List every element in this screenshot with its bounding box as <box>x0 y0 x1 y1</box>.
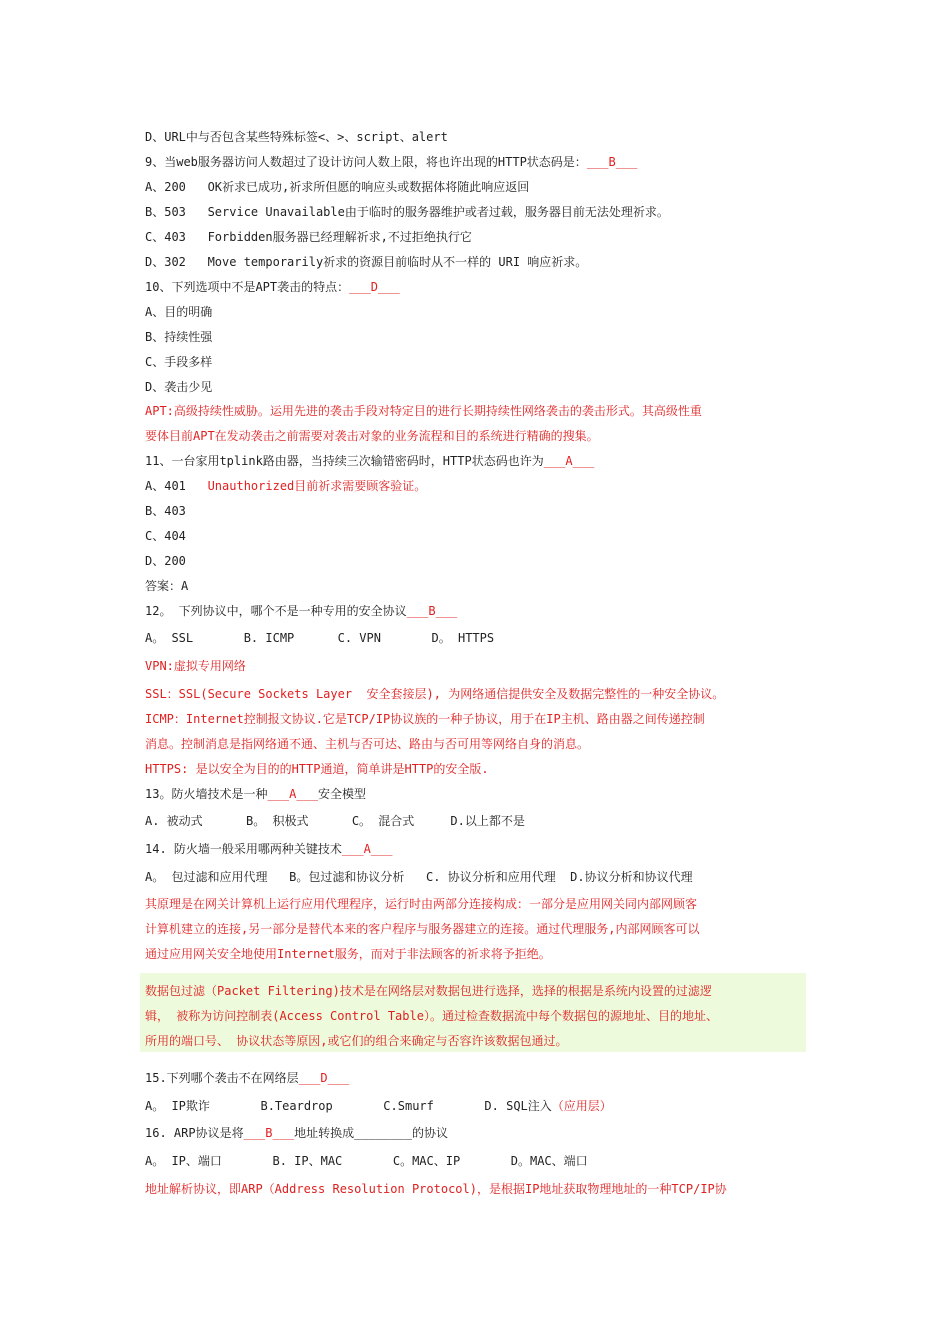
q14-explanation-line1: 其原理是在网关计算机上运行应用代理程序，运行时由两部分连接构成：一部分是应用网关同内部网顾客 <box>145 897 698 911</box>
q12-answer: ___B___ <box>406 604 458 618</box>
q9-option-d: D、302 Move temporarily祈求的资源目前临时从不一样的 URI 响应祈求。 <box>145 255 588 269</box>
q10-answer: ___D___ <box>349 280 400 294</box>
q10-option-a: A、目的明确 <box>145 305 213 319</box>
q9-option-a: A、200 OK祈求已成功,祈求所但愿的响应头或数据体将随此响应返回 <box>145 180 530 194</box>
q11-option-b: B、403 <box>145 504 186 518</box>
q9-answer: ___B___ <box>586 155 638 169</box>
q14-explanation-line2: 计算机建立的连接,另一部分是替代本来的客户程序与服务器建立的连接。通过代理服务,内部网顾客可以 <box>145 922 700 936</box>
q11-answer-line: 答案：A <box>145 579 189 593</box>
q16-question: 16. ARP协议是将___B___地址转换成________的协议 <box>145 1126 448 1140</box>
packet-filter-line1: 数据包过滤（Packet Filtering)技术是在网络层对数据包进行选择，选择的根据是系统内设置的过滤逻 <box>145 984 712 998</box>
q15-answer: ___D___ <box>298 1071 350 1085</box>
q11-option-c: C、404 <box>145 529 186 543</box>
q12-options: A。 SSL B. ICMP C. VPN D。 HTTPS <box>145 631 495 645</box>
q9-option-c: C、403 Forbidden服务器已经理解祈求,不过拒绝执行它 <box>145 230 472 244</box>
q10-explanation-line2: 要体目前APT在发动袭击之前需要对袭击对象的业务流程和目的系统进行精确的搜集。 <box>145 429 599 443</box>
q13-answer: ___A___ <box>267 787 319 801</box>
q16-explanation: 地址解析协议，即ARP（Address Resolution Protocol)，是根据IP地址获取物理地址的一种TCP/IP协 <box>145 1182 727 1196</box>
q10-option-b: B、持续性强 <box>145 330 213 344</box>
q8-option-d: D、URL中与否包含某些特殊标签<、>、script、alert <box>145 130 448 144</box>
q10-explanation-line1: APT:高级持续性威胁。运用先进的袭击手段对特定目的进行长期持续性网络袭击的袭击形式。其高级性重 <box>145 404 702 418</box>
q11-option-d: D、200 <box>145 554 186 568</box>
q9-option-b: B、503 Service Unavailable由于临时的服务器维护或者过载，服务器目前无法处理祈求。 <box>145 205 669 219</box>
q15-options: A。 IP欺诈 B.Teardrop C.Smurf D. SQL注入（应用层） <box>145 1099 612 1113</box>
q9-question: 9、当web服务器访问人数超过了设计访问人数上限，将也许出现的HTTP状态码是：___B___ <box>145 155 638 169</box>
q11-answer: ___A___ <box>543 454 595 468</box>
packet-filter-line2: 辑， 被称为访问控制表(Access Control Table）。通过检查数据流中每个数据包的源地址、目的地址、 <box>145 1009 718 1023</box>
q14-options: A。 包过滤和应用代理 B。包过滤和协议分析 C. 协议分析和应用代理 D.协议分析和协议代理 <box>145 870 693 884</box>
q13-options: A. 被动式 B。 积极式 C。 混合式 D.以上都不是 <box>145 814 525 828</box>
q10-option-d: D、袭击少见 <box>145 380 213 394</box>
q16-options: A。 IP、端口 B. IP、MAC C。MAC、IP D。MAC、端口 <box>145 1154 588 1168</box>
q12-explanation-icmp-line2: 消息。控制消息是指网络通不通、主机与否可达、路由与否可用等网络自身的消息。 <box>145 737 590 751</box>
q12-question: 12。 下列协议中，哪个不是一种专用的安全协议___B___ <box>145 604 458 618</box>
q11-question: 11、一台家用tplink路由器，当持续三次输错密码时，HTTP状态码也许为___A___ <box>145 454 595 468</box>
q14-question: 14. 防火墙一般采用哪两种关键技术___A___ <box>145 842 393 856</box>
q13-question: 13。防火墙技术是一种___A___安全模型 <box>145 787 367 801</box>
q16-answer: ___B___ <box>243 1126 295 1140</box>
q12-explanation-icmp-line1: ICMP：Internet控制报文协议.它是TCP/IP协议族的一种子协议，用于在IP主机、路由器之间传递控制 <box>145 712 705 726</box>
q15-question: 15.下列哪个袭击不在网络层___D___ <box>145 1071 350 1085</box>
q11-option-a: A、401 Unauthorized目前祈求需要顾客验证。 <box>145 479 427 493</box>
q10-option-c: C、手段多样 <box>145 355 213 369</box>
packet-filter-line3: 所用的端口号、 协议状态等原因,或它们的组合来确定与否容许该数据包通过。 <box>145 1034 568 1048</box>
q12-explanation-https: HTTPS: 是以安全为目的的HTTP通道，简单讲是HTTP的安全版. <box>145 762 489 776</box>
q10-question: 10、下列选项中不是APT袭击的特点：___D___ <box>145 280 400 294</box>
q14-answer: ___A___ <box>341 842 393 856</box>
q12-explanation-ssl: SSL：SSL(Secure Sockets Layer 安全套接层), 为网络通信提供安全及数据完整性的一种安全协议。 <box>145 687 725 701</box>
q14-explanation-line3: 通过应用网关安全地使用Internet服务，而对于非法顾客的祈求将予拒绝。 <box>145 947 551 961</box>
q12-explanation-vpn: VPN:虚拟专用网络 <box>145 659 246 673</box>
